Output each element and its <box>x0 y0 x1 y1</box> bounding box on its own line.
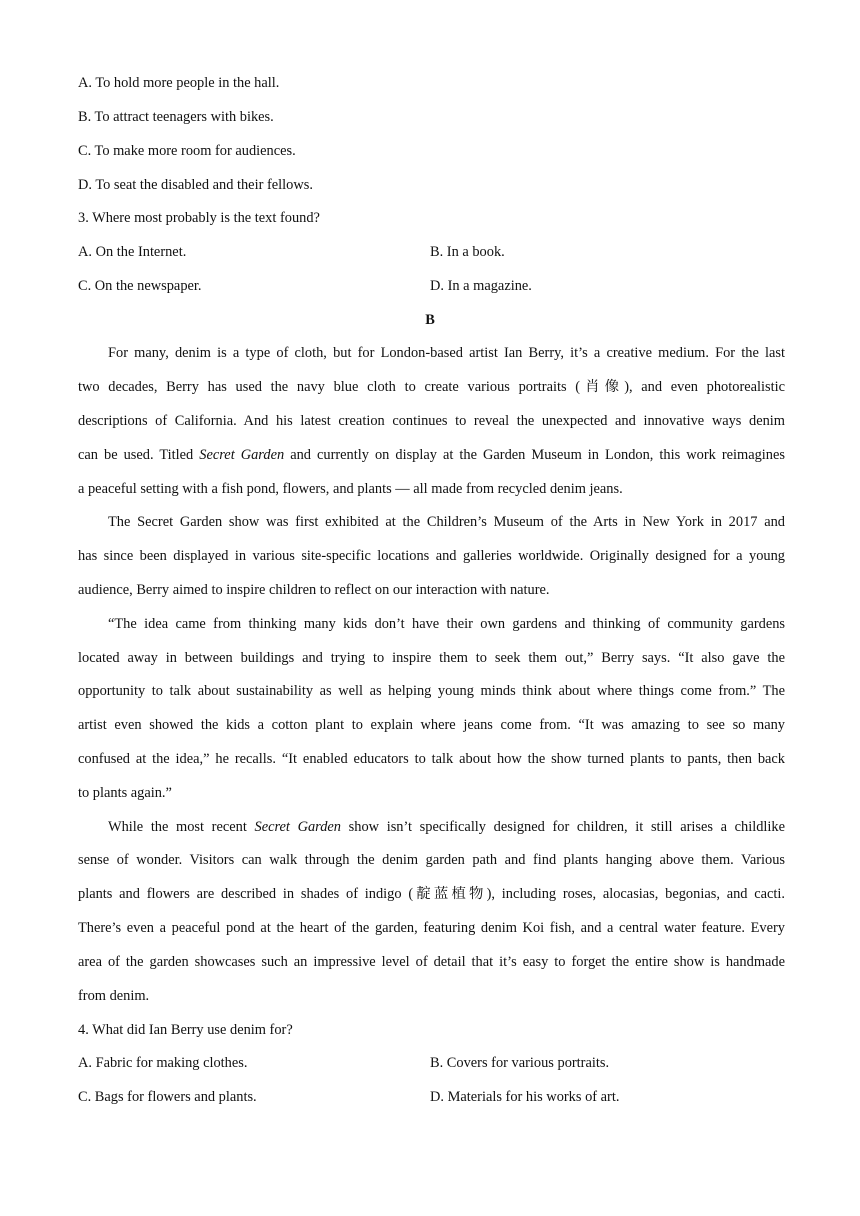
q2-option-b: B. To attract teenagers with bikes. <box>78 109 274 125</box>
q4-option-b: B. Covers for various portraits. <box>430 1055 610 1071</box>
paragraph-line: plants and flowers are described in shades of indigo (靛蓝植物), including roses, alocasias, begonias, and cacti. <box>78 886 785 902</box>
q3-option-a: A. On the Internet. <box>78 244 187 260</box>
q2-option-c: C. To make more room for audiences. <box>78 143 296 159</box>
paragraph-line: to plants again.” <box>78 785 172 801</box>
q2-option-a: A. To hold more people in the hall. <box>78 75 280 91</box>
paragraph-line: There’s even a peaceful pond at the heart of the garden, featuring denim Koi fish, and a central water feature. Every <box>78 920 785 936</box>
q3-option-c: C. On the newspaper. <box>78 278 202 294</box>
paragraph-line: opportunity to talk about sustainability as well as helping young minds think about where things come from.” The <box>78 683 785 699</box>
q4-option-d: D. Materials for his works of art. <box>430 1089 620 1105</box>
paragraph-line: The Secret Garden show was first exhibited at the Children’s Museum of the Arts in New York in 2017 and <box>108 514 785 530</box>
paragraph-line: a peaceful setting with a fish pond, flowers, and plants — all made from recycled denim jeans. <box>78 481 623 497</box>
q4-option-c: C. Bags for flowers and plants. <box>78 1089 257 1105</box>
artwork-title: Secret Garden <box>254 819 342 835</box>
paragraph-line: can be used. Titled Secret Garden and currently on display at the Garden Museum in London, this work reimagines <box>78 447 785 463</box>
q3-option-b: B. In a book. <box>430 244 505 260</box>
q3-question: 3. Where most probably is the text found? <box>78 210 320 226</box>
paragraph-line: two decades, Berry has used the navy blue cloth to create various portraits (肖像), and even photorealistic <box>78 379 785 395</box>
q3-option-d: D. In a magazine. <box>430 278 532 294</box>
section-heading: B <box>425 312 435 328</box>
paragraph-line: For many, denim is a type of cloth, but for London-based artist Ian Berry, it’s a creative medium. For the last <box>108 345 785 361</box>
paragraph-line: located away in between buildings and trying to inspire them to seek them out,” Berry says. “It also gave the <box>78 650 785 666</box>
paragraph-line: from denim. <box>78 988 150 1004</box>
paragraph-line: area of the garden showcases such an impressive level of detail that it’s easy to forget the entire show is handmade <box>78 954 785 970</box>
paragraph-line: “The idea came from thinking many kids don’t have their own gardens and thinking of community gardens <box>108 616 785 632</box>
paragraph-line: has since been displayed in various site-specific locations and galleries worldwide. Originally designed for a young <box>78 548 785 564</box>
paragraph-line: audience, Berry aimed to inspire children to reflect on our interaction with nature. <box>78 582 550 598</box>
q2-option-d: D. To seat the disabled and their fellows. <box>78 177 313 193</box>
paragraph-line: descriptions of California. And his latest creation continues to reveal the unexpected and innovative ways denim <box>78 413 785 429</box>
paragraph-line: artist even showed the kids a cotton plant to explain where jeans come from. “It was amazing to see so many <box>78 717 785 733</box>
paragraph-line: sense of wonder. Visitors can walk through the denim garden path and find plants hanging above them. Various <box>78 852 785 868</box>
artwork-title: Secret Garden <box>199 447 285 463</box>
q4-question: 4. What did Ian Berry use denim for? <box>78 1022 293 1038</box>
paragraph-line: confused at the idea,” he recalls. “It enabled educators to talk about how the show turned plants to pants, then back <box>78 751 785 767</box>
q4-option-a: A. Fabric for making clothes. <box>78 1055 248 1071</box>
paragraph-line: While the most recent Secret Garden show isn’t specifically designed for children, it still arises a childlike <box>108 819 785 835</box>
